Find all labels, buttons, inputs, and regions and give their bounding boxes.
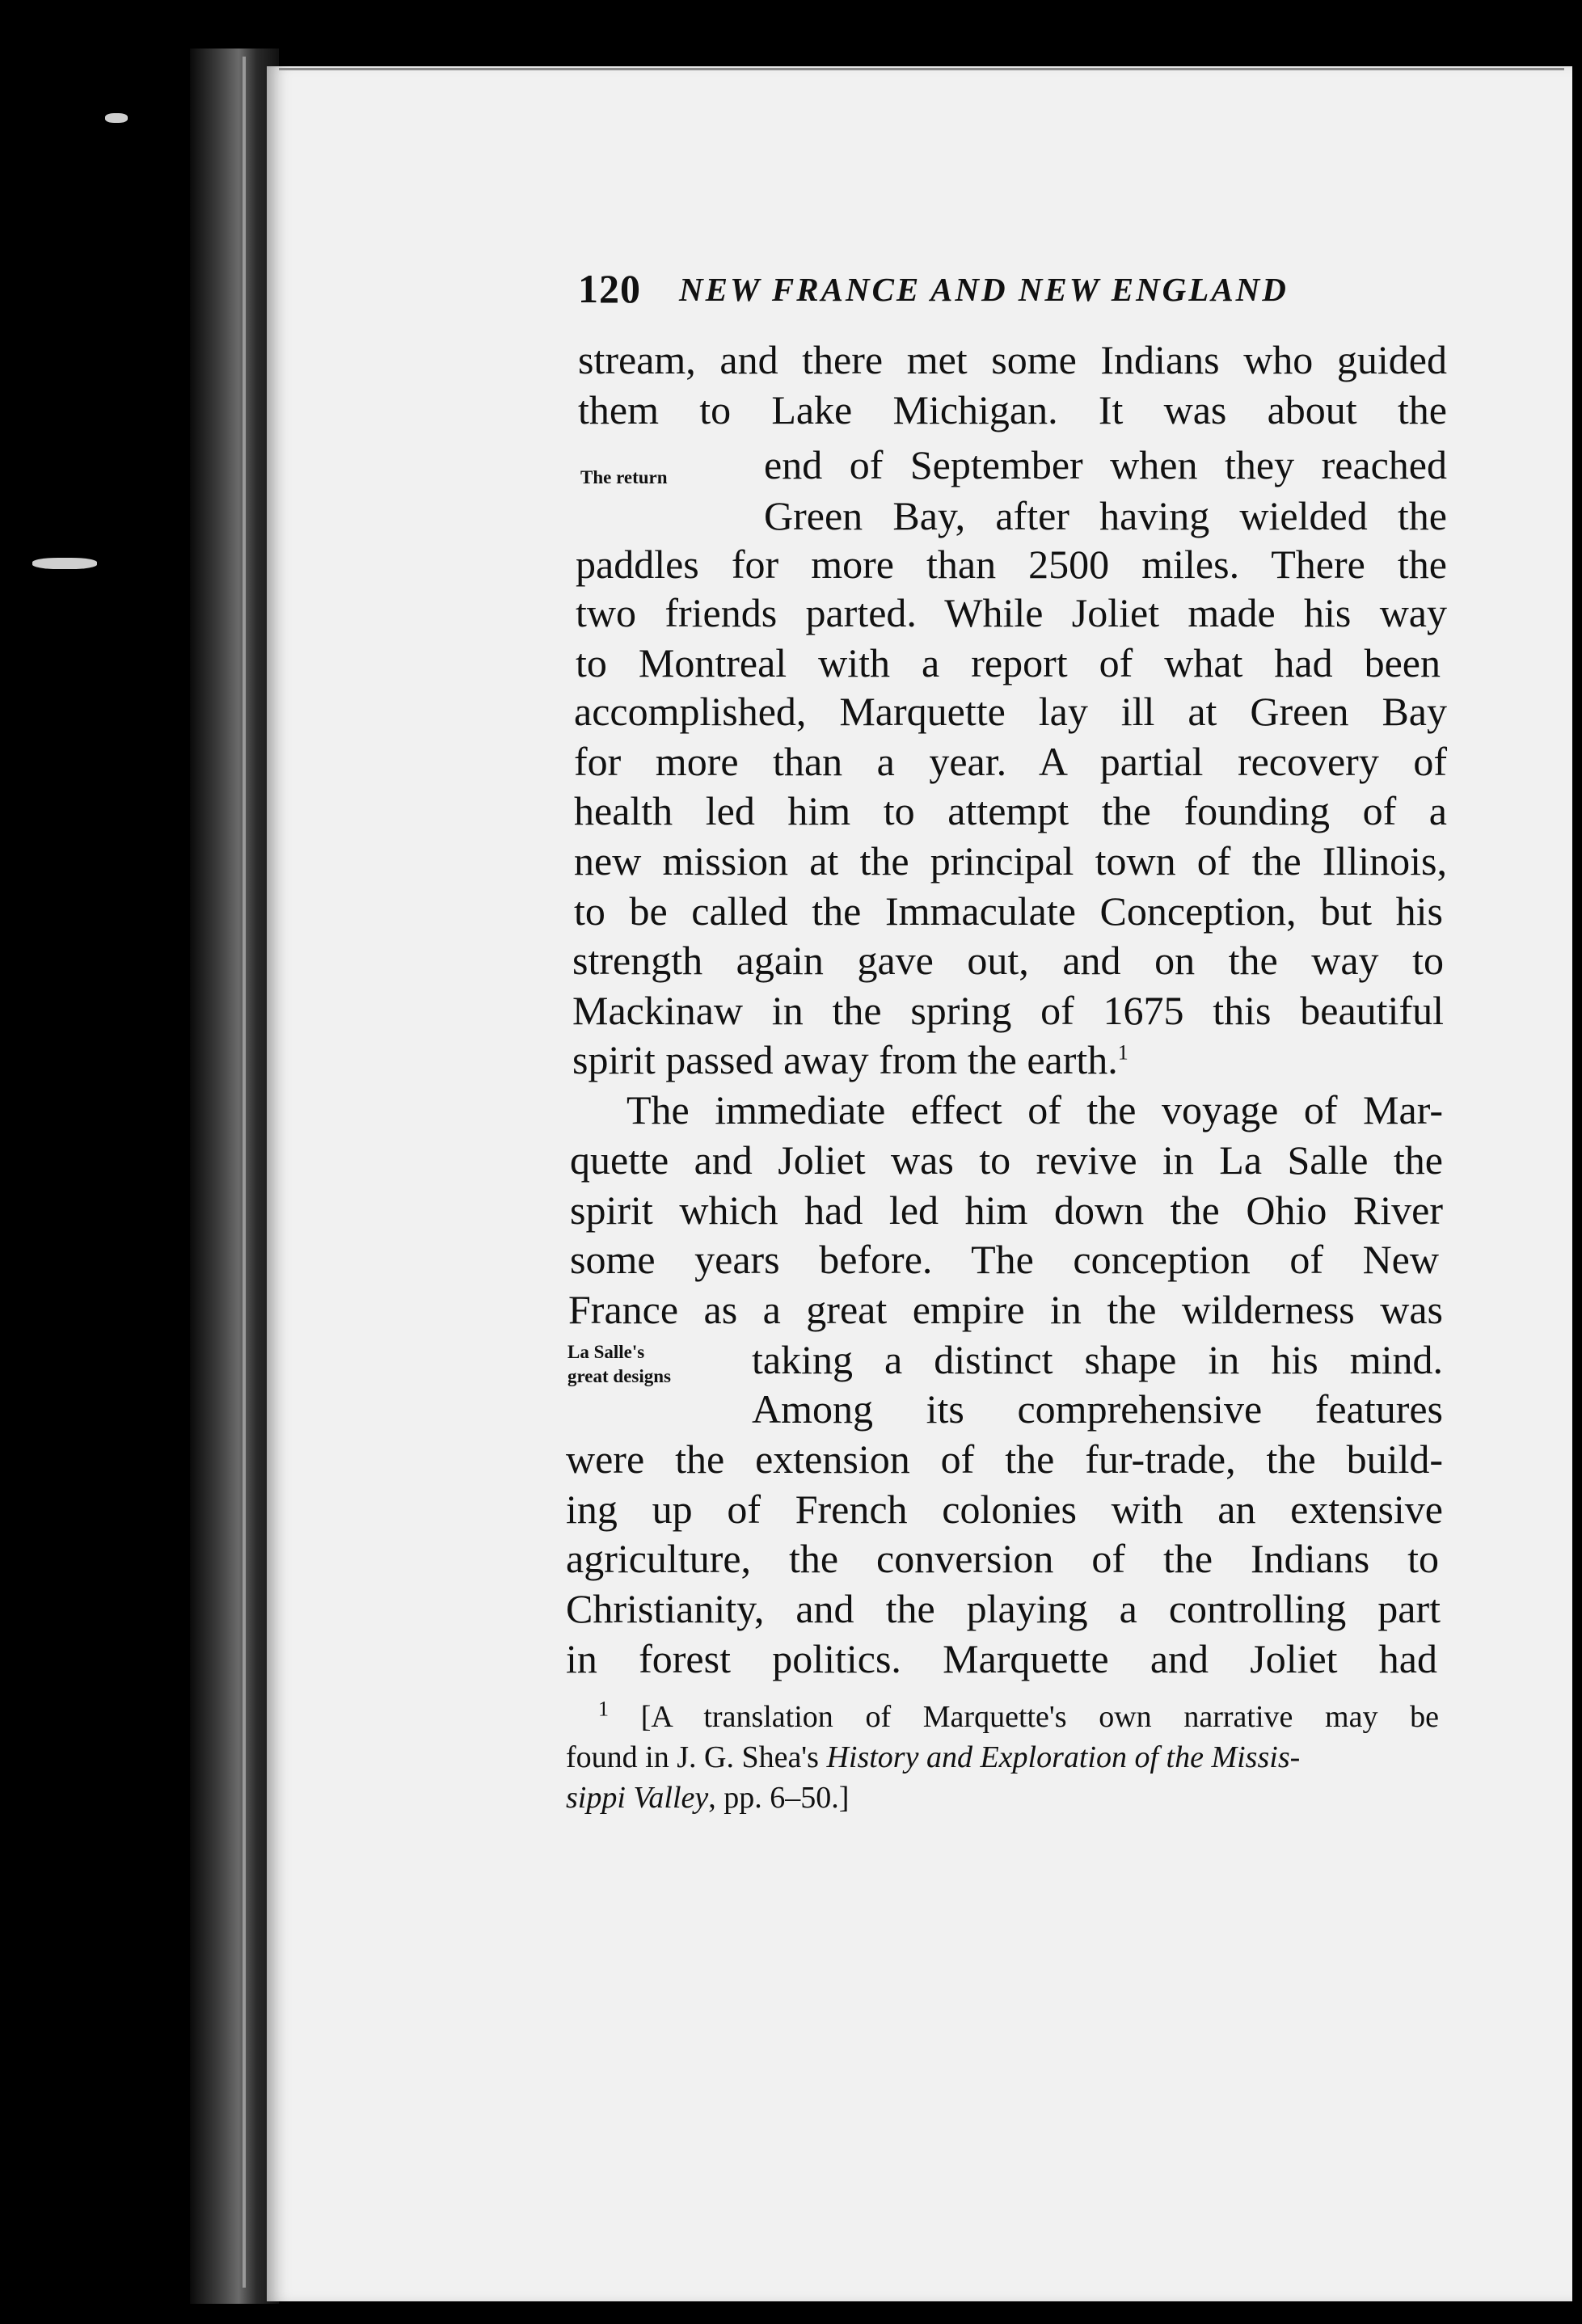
body-line: paddles for more than 2500 miles. There the (576, 542, 1447, 587)
body-line: ing up of French colonies with an extensive (566, 1487, 1443, 1532)
footnote-text: [A translation of Marquette's own narrative may be (640, 1700, 1440, 1734)
body-line: accomplished, Marquette lay ill at Green Bay (574, 689, 1447, 734)
footnote-line-2 (566, 1742, 1300, 1773)
body-line: end of September when they reached (764, 442, 1447, 487)
body-line: stream, and there met some Indians who guided (578, 337, 1447, 382)
body-line: strength again gave out, and on the way to (572, 938, 1444, 983)
body-line: Green Bay, after having wielded the (764, 493, 1447, 538)
page-number: 120 (578, 266, 641, 311)
body-line: Christianity, and the playing a controlling part (566, 1586, 1441, 1631)
body-line: for more than a year. A partial recovery of (574, 739, 1447, 784)
body-line: The immediate effect of the voyage of Mar- (626, 1087, 1443, 1132)
body-line: to Montreal with a report of what had been (576, 640, 1441, 685)
body-line: Among its comprehensive features (752, 1386, 1443, 1432)
footnote-marker: 1 (598, 1697, 609, 1721)
footnote-reference: 1 (1117, 1040, 1128, 1065)
margin-note-great-designs: great designs (567, 1366, 671, 1386)
body-line: taking a distinct shape in his mind. (752, 1337, 1443, 1382)
body-line: some years before. The conception of New (570, 1237, 1439, 1282)
body-line: were the extension of the fur-trade, the build- (566, 1436, 1443, 1482)
body-line: agriculture, the conversion of the Indians to (566, 1536, 1439, 1581)
body-line: to be called the Immaculate Conception, but his (574, 888, 1443, 934)
binding-edge (243, 57, 246, 2288)
body-line: in forest politics. Marquette and Joliet had (566, 1636, 1437, 1681)
footnote-text: found in J. G. Shea's (566, 1740, 827, 1774)
body-line: two friends parted. While Joliet made his way (576, 590, 1447, 635)
body-line: France as a great empire in the wilderness was (568, 1287, 1443, 1332)
footnote-text: , pp. 6–50.] (708, 1781, 850, 1815)
footnote-book-title: History and Exploration of the Missis- (826, 1740, 1301, 1774)
page-top-edge (279, 68, 1564, 70)
dust-speck (105, 113, 128, 123)
body-line: quette and Joliet was to revive in La Salle the (570, 1137, 1443, 1183)
body-line: health led him to attempt the founding of a (574, 788, 1447, 833)
body-line: Mackinaw in the spring of 1675 this beautiful (572, 988, 1444, 1033)
book-spine (190, 49, 279, 2304)
body-line (572, 1037, 1128, 1082)
footnote-book-title: sippi Valley (566, 1781, 709, 1815)
body-line: them to Lake Michigan. It was about the (578, 387, 1447, 432)
margin-note-the-return: The return (580, 467, 668, 487)
body-line-text: spirit passed away from the earth. (572, 1037, 1118, 1082)
page-header (578, 265, 1386, 322)
footnote-line-1 (598, 1697, 1440, 1734)
margin-note-la-salles: La Salle's (567, 1342, 645, 1362)
dust-speck (32, 558, 97, 569)
body-line: new mission at the principal town of the Illinois, (574, 838, 1447, 884)
footnote-line-3 (566, 1782, 849, 1813)
running-title: NEW FRANCE AND NEW ENGLAND (679, 271, 1289, 308)
body-line: spirit which had led him down the Ohio River (570, 1187, 1443, 1233)
